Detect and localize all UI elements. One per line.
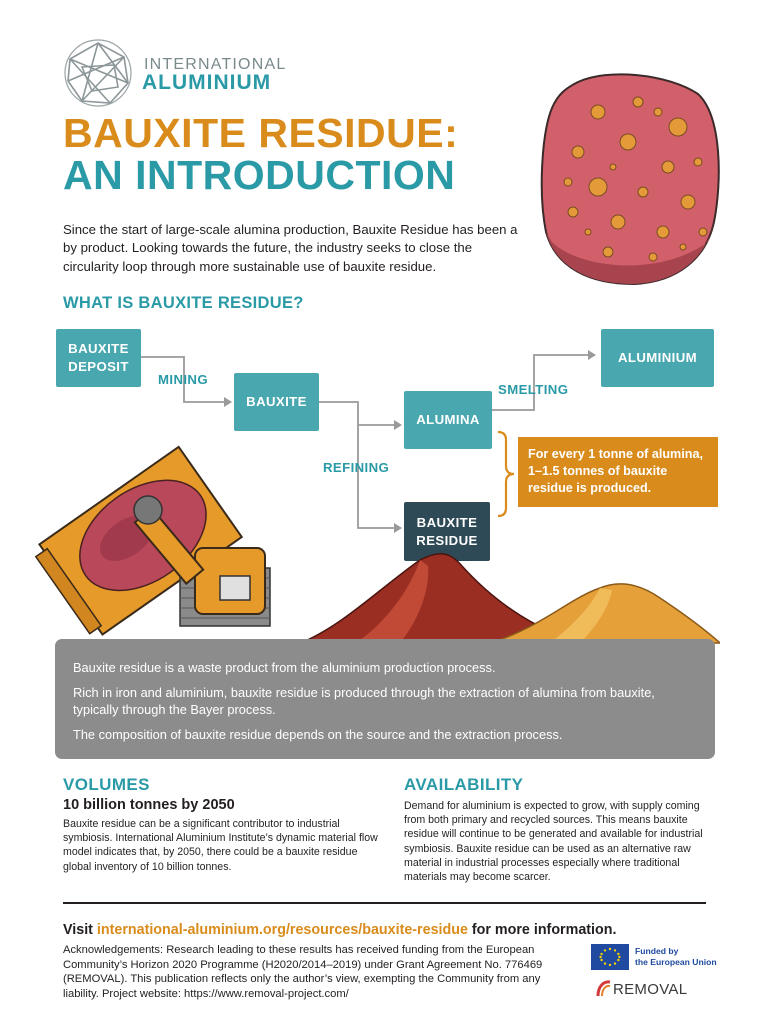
mining-machine-illustration <box>30 418 292 636</box>
eu-funding-line-2: the European Union <box>635 956 717 967</box>
flow-label-smelting: SMELTING <box>498 382 569 397</box>
logo-line-2: ALUMINIUM <box>142 71 272 94</box>
flow-label-mining: MINING <box>158 372 209 387</box>
visit-prefix: Visit <box>63 922 97 938</box>
flow-box-aluminium: ALUMINIUM <box>601 329 714 387</box>
volumes-subheading: 10 billion tonnes by 2050 <box>63 797 235 813</box>
availability-heading: AVAILABILITY <box>404 775 524 794</box>
availability-text: Demand for aluminium is expected to grow, with supply coming from both primary and recycled sources. This means bauxite residue will continue to be generated and available for industrial symbiosis. Bauxite residue can be used as an alternative raw material in industrial processes especially where traditional materials may become scarcer. <box>404 800 703 884</box>
volumes-heading: VOLUMES <box>63 775 150 794</box>
info-paragraph-2: Rich in iron and aluminium, bauxite residue is produced through the extraction of alumina from bauxite, typically through the Bayer process. <box>73 685 655 717</box>
page-title-line-2: AN INTRODUCTION <box>63 152 456 198</box>
logo-line-1: INTERNATIONAL <box>144 56 287 73</box>
eu-flag-icon <box>591 944 629 970</box>
section-heading-what-is: WHAT IS BAUXITE RESIDUE? <box>63 294 304 312</box>
residue-ratio-note: For every 1 tonne of alumina, 1–1.5 tonnes of bauxite residue is produced. <box>518 437 718 507</box>
flow-box-bauxite-deposit: BAUXITE DEPOSIT <box>56 329 141 387</box>
volumes-text: Bauxite residue can be a significant contributor to industrial symbiosis. International Aluminium Institute’s dynamic material flow model indicates that, by 2050, there could be a bauxite residue global inventory of 10 billion tonnes. <box>63 818 378 873</box>
footer-divider <box>63 902 706 904</box>
page-title-line-1: BAUXITE RESIDUE: <box>63 110 459 156</box>
acknowledgements: Acknowledgements: Research leading to these results has received funding from the European Community’s Horizon 2020 Programme (H2020/2014–2019) under Grant Agreement No. 776469 (REMOVAL). This publication reflects only the author’s view, exempting the Community from any liability. Project website: https://www.removal-project.com/ <box>63 944 543 1001</box>
visit-suffix: for more information. <box>467 922 617 938</box>
resource-link[interactable]: international-aluminium.org/resources/bauxite-residue <box>96 922 468 938</box>
info-paragraph-1: Bauxite residue is a waste product from the aluminium production process. <box>73 660 496 675</box>
removal-logo-text: REMOVAL <box>613 981 688 998</box>
visit-line <box>63 922 616 938</box>
flow-label-refining: REFINING <box>323 460 390 475</box>
flow-box-bauxite: BAUXITE <box>234 373 319 431</box>
intro-paragraph: Since the start of large-scale alumina production, Bauxite Residue has been a by product. Looking towards the future, the industry seeks to close the circularity loop through more sustainable use of bauxite residue. <box>63 222 518 274</box>
info-paragraph-3: The composition of bauxite residue depends on the source and the extraction process. <box>73 727 563 742</box>
flow-box-alumina: ALUMINA <box>404 391 492 449</box>
globe-logo-icon <box>62 37 134 109</box>
eu-funding-line-1: Funded by <box>635 946 679 956</box>
info-panel <box>55 639 715 759</box>
residue-piles-illustration <box>300 548 720 648</box>
eu-funding-label <box>635 946 717 967</box>
rock-illustration <box>538 72 724 286</box>
flow-box-bauxite-residue: BAUXITE RESIDUE <box>404 502 490 561</box>
